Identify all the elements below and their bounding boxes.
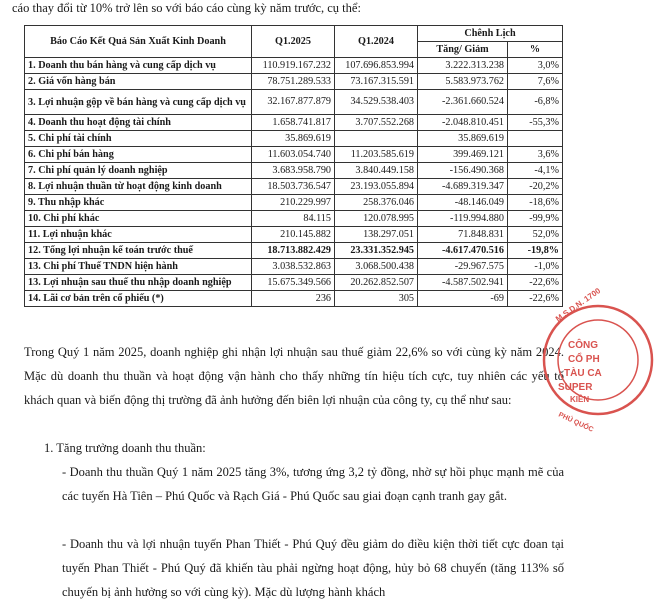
header-diff-pct: % — [508, 42, 563, 58]
cell-pct: -1,0% — [508, 259, 563, 275]
cell-diff: -2.361.660.524 — [418, 90, 508, 115]
cell-q1-2024 — [335, 131, 418, 147]
bullet-revenue-growth: - Doanh thu thuần Quý 1 năm 2025 tăng 3%, tương ứng 3,2 tỷ đồng, nhờ sự hồi phục mạnh mẽ của các tuyến Hà Tiên – Phú Quốc và Rạch Giá - Phú Quốc sau giai đoạn cạnh tranh gay gắt. — [62, 465, 564, 503]
cell-diff: -69 — [418, 291, 508, 307]
cell-q1-2024: 107.696.853.994 — [335, 58, 418, 74]
cell-q1-2025: 15.675.349.566 — [252, 275, 335, 291]
cell-diff: -119.994.880 — [418, 211, 508, 227]
table-row — [25, 259, 563, 275]
financial-results-table — [24, 25, 563, 307]
cell-pct: -99,9% — [508, 211, 563, 227]
table-row — [25, 195, 563, 211]
cell-diff: -156.490.368 — [418, 163, 508, 179]
intro-line: cáo thay đổi từ 10% trở lên so với báo cáo cùng kỳ năm trước, cụ thể: — [12, 1, 361, 15]
table-row — [25, 275, 563, 291]
svg-text:M.S.D.N. 1700: M.S.D.N. 1700 — [553, 286, 603, 324]
row-label: 10. Chi phí khác — [25, 211, 252, 227]
cell-q1-2025: 18.713.882.429 — [252, 243, 335, 259]
cell-q1-2025: 35.869.619 — [252, 131, 335, 147]
row-label: 8. Lợi nhuận thuần từ hoạt động kinh doanh — [25, 179, 252, 195]
cell-pct: -55,3% — [508, 115, 563, 131]
cell-q1-2024: 3.707.552.268 — [335, 115, 418, 131]
cell-pct: -22,6% — [508, 275, 563, 291]
row-label: 11. Lợi nhuận khác — [25, 227, 252, 243]
cell-pct: -22,6% — [508, 291, 563, 307]
cell-pct: -4,1% — [508, 163, 563, 179]
table-row — [25, 243, 563, 259]
cell-diff: 5.583.973.762 — [418, 74, 508, 90]
cell-q1-2025: 3.038.532.863 — [252, 259, 335, 275]
row-label: 1. Doanh thu bán hàng và cung cấp dịch vụ — [25, 58, 252, 74]
header-q1-2025: Q1.2025 — [252, 26, 335, 58]
table-row — [25, 227, 563, 243]
table-row — [25, 58, 563, 74]
cell-q1-2024: 23.193.055.894 — [335, 179, 418, 195]
cell-diff: 35.869.619 — [418, 131, 508, 147]
cell-pct: -18,6% — [508, 195, 563, 211]
cell-q1-2025: 236 — [252, 291, 335, 307]
cell-q1-2024: 73.167.315.591 — [335, 74, 418, 90]
cell-q1-2024: 3.068.500.438 — [335, 259, 418, 275]
cell-q1-2025: 1.658.741.817 — [252, 115, 335, 131]
cell-pct: -6,8% — [508, 90, 563, 115]
svg-text:CÔNG: CÔNG — [568, 340, 598, 351]
main-paragraph: Trong Quý 1 năm 2025, doanh nghiệp ghi nhận lợi nhuận sau thuế giảm 22,6% so với cùng kỳ năm 2024. Mặc dù doanh thu thuần và hoạt động vận hành cho thấy những tín hiệu tích cực, tuy nhiên các yếu tố khách quan và biến động thị trường đã ảnh hưởng đến biên lợi nhuận của công ty, cụ thể như sau: — [24, 345, 564, 407]
cell-pct: 3,6% — [508, 147, 563, 163]
row-label: 13. Lợi nhuận sau thuế thu nhập doanh nghiệp — [25, 275, 252, 291]
cell-diff: -2.048.810.451 — [418, 115, 508, 131]
table-row — [25, 163, 563, 179]
list-item-revenue-growth: 1. Tăng trưởng doanh thu thuần: — [44, 441, 206, 455]
svg-text:SUPER: SUPER — [558, 382, 593, 393]
svg-text:TÀU CA: TÀU CA — [564, 368, 602, 379]
cell-q1-2024: 3.840.449.158 — [335, 163, 418, 179]
svg-text:CỔ PH: CỔ PH — [568, 354, 600, 365]
row-label: 3. Lợi nhuận gộp về bán hàng và cung cấp dịch vụ — [25, 90, 252, 115]
cell-q1-2024: 23.331.352.945 — [335, 243, 418, 259]
header-diff: Chênh Lịch — [418, 26, 563, 42]
cell-diff: 3.222.313.238 — [418, 58, 508, 74]
table-row — [25, 291, 563, 307]
table-row — [25, 147, 563, 163]
row-label: 5. Chi phí tài chính — [25, 131, 252, 147]
row-label: 2. Giá vốn hàng bán — [25, 74, 252, 90]
cell-pct: 3,0% — [508, 58, 563, 74]
cell-q1-2025: 18.503.736.547 — [252, 179, 335, 195]
row-label: 6. Chi phí bán hàng — [25, 147, 252, 163]
cell-diff: 71.848.831 — [418, 227, 508, 243]
bullet-phan-thiet-route: - Doanh thu và lợi nhuận tuyến Phan Thiết - Phú Quý đều giảm do điều kiện thời tiết cực đoan tại tuyến Phan Thiết - Phú Quý đã khiến tàu phải ngừng hoạt động, hủy bỏ 68 chuyến (tăng 113% số chuyến bị ảnh hưởng so với cùng kỳ). Mặc dù lượng hành khách — [62, 537, 564, 599]
cell-q1-2024: 138.297.051 — [335, 227, 418, 243]
cell-diff: -4.617.470.516 — [418, 243, 508, 259]
cell-q1-2025: 3.683.958.790 — [252, 163, 335, 179]
row-label: 4. Doanh thu hoạt động tài chính — [25, 115, 252, 131]
svg-text:PHÚ QUỐC: PHÚ QUỐC — [557, 411, 595, 434]
svg-text:KIÊN: KIÊN — [570, 395, 590, 404]
cell-q1-2024: 11.203.585.619 — [335, 147, 418, 163]
row-label: 14. Lãi cơ bản trên cổ phiếu (*) — [25, 291, 252, 307]
cell-pct — [508, 131, 563, 147]
cell-pct: 52,0% — [508, 227, 563, 243]
cell-pct: -20,2% — [508, 179, 563, 195]
cell-q1-2024: 258.376.046 — [335, 195, 418, 211]
row-label: 9. Thu nhập khác — [25, 195, 252, 211]
header-q1-2024: Q1.2024 — [335, 26, 418, 58]
table-row — [25, 211, 563, 227]
cell-diff: -48.146.049 — [418, 195, 508, 211]
cell-q1-2025: 210.229.997 — [252, 195, 335, 211]
cell-q1-2024: 34.529.538.403 — [335, 90, 418, 115]
cell-q1-2024: 120.078.995 — [335, 211, 418, 227]
table-row — [25, 131, 563, 147]
cell-q1-2025: 32.167.877.879 — [252, 90, 335, 115]
row-label: 13. Chi phí Thuế TNDN hiện hành — [25, 259, 252, 275]
cell-pct: 7,6% — [508, 74, 563, 90]
cell-pct: -19,8% — [508, 243, 563, 259]
table-row — [25, 74, 563, 90]
table-row — [25, 90, 563, 115]
cell-diff: -4.587.502.941 — [418, 275, 508, 291]
cell-q1-2025: 78.751.289.533 — [252, 74, 335, 90]
row-label: 12. Tổng lợi nhuận kế toán trước thuế — [25, 243, 252, 259]
table-row — [25, 115, 563, 131]
cell-q1-2025: 210.145.882 — [252, 227, 335, 243]
header-label: Báo Cáo Kết Quả Sản Xuất Kinh Doanh — [25, 26, 252, 58]
cell-diff: -4.689.319.347 — [418, 179, 508, 195]
cell-diff: -29.967.575 — [418, 259, 508, 275]
table-row — [25, 179, 563, 195]
cell-diff: 399.469.121 — [418, 147, 508, 163]
cell-q1-2025: 110.919.167.232 — [252, 58, 335, 74]
cell-q1-2025: 84.115 — [252, 211, 335, 227]
row-label: 7. Chi phí quản lý doanh nghiệp — [25, 163, 252, 179]
header-diff-abs: Tăng/ Giảm — [418, 42, 508, 58]
cell-q1-2024: 305 — [335, 291, 418, 307]
cell-q1-2025: 11.603.054.740 — [252, 147, 335, 163]
cell-q1-2024: 20.262.852.507 — [335, 275, 418, 291]
